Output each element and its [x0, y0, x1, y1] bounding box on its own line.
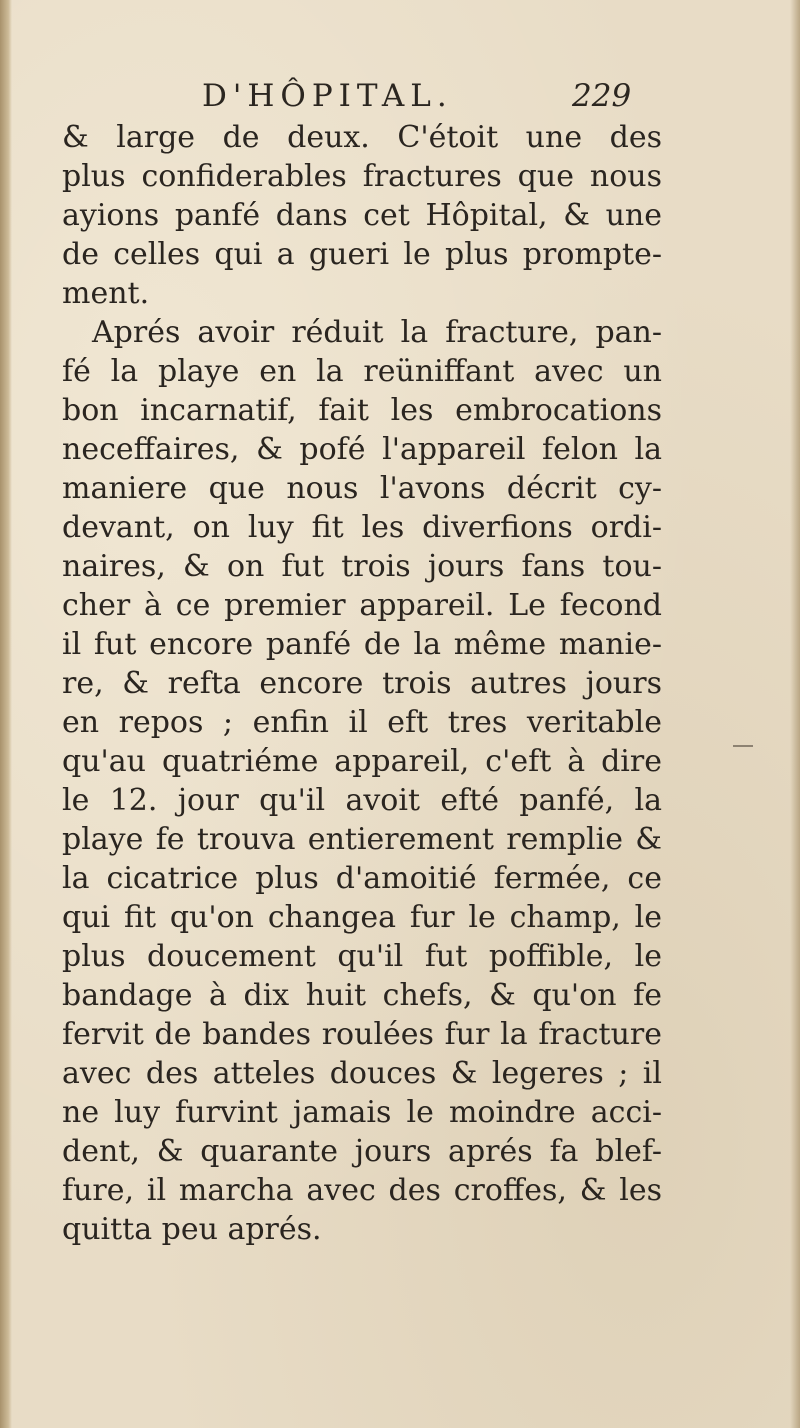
text-line: le 12. jour qu'il avoit efté panfé, la	[62, 783, 662, 818]
text-line: bon incarnatif, fait les embrocations	[62, 393, 662, 428]
margin-dash	[733, 745, 753, 747]
page-edge-shadow	[790, 0, 800, 1428]
text-line: maniere que nous l'avons décrit cy-	[62, 471, 662, 506]
text-line: fure, il marcha avec des croffes, & les	[62, 1173, 662, 1208]
text-line: en repos ; enfin il eft tres veritable	[62, 705, 662, 740]
text-line: ment.	[62, 276, 150, 311]
paragraph-first-line: Aprés avoir réduit la fracture, pan-	[92, 315, 662, 350]
text-line: il fut encore panfé de la même manie-	[62, 627, 662, 662]
text-line: devant, on luy fit les diverfions ordi-	[62, 510, 662, 545]
text-line: qui fit qu'on changea fur le champ, le	[62, 900, 662, 935]
text-line: avec des atteles douces & legeres ; il	[62, 1056, 662, 1091]
text-line: dent, & quarante jours aprés fa blef-	[62, 1134, 662, 1169]
text-line: naires, & on fut trois jours fans tou-	[62, 549, 662, 584]
running-head: D'HÔPITAL.	[202, 78, 453, 114]
page-header	[62, 78, 662, 118]
text-line: re, & refta encore trois autres jours	[62, 666, 662, 701]
text-line: bandage à dix huit chefs, & qu'on fe	[62, 978, 662, 1013]
text-line: cher à ce premier appareil. Le fecond	[62, 588, 662, 623]
text-line: & large de deux. C'étoit une des	[62, 120, 662, 155]
text-line: plus confiderables fractures que nous	[62, 159, 662, 194]
text-line: fé la playe en la reüniffant avec un	[62, 354, 662, 389]
page-gutter-shadow	[0, 0, 12, 1428]
text-line: ne luy furvint jamais le moindre acci-	[62, 1095, 662, 1130]
text-line: ayions panfé dans cet Hôpital, & une	[62, 198, 662, 233]
body-text	[62, 118, 662, 1249]
text-line: qu'au quatriéme appareil, c'eft à dire	[62, 744, 662, 779]
text-line: neceffaires, & pofé l'appareil felon la	[62, 432, 662, 467]
text-line: plus doucement qu'il fut poffible, le	[62, 939, 662, 974]
text-line: playe fe trouva entierement remplie &	[62, 822, 662, 857]
text-line: de celles qui a gueri le plus prompte-	[62, 237, 662, 272]
text-line: quitta peu aprés.	[62, 1212, 322, 1247]
text-line: fervit de bandes roulées fur la fracture	[62, 1017, 662, 1052]
page-number: 229	[572, 78, 632, 114]
text-line: la cicatrice plus d'amoitié fermée, ce	[62, 861, 662, 896]
